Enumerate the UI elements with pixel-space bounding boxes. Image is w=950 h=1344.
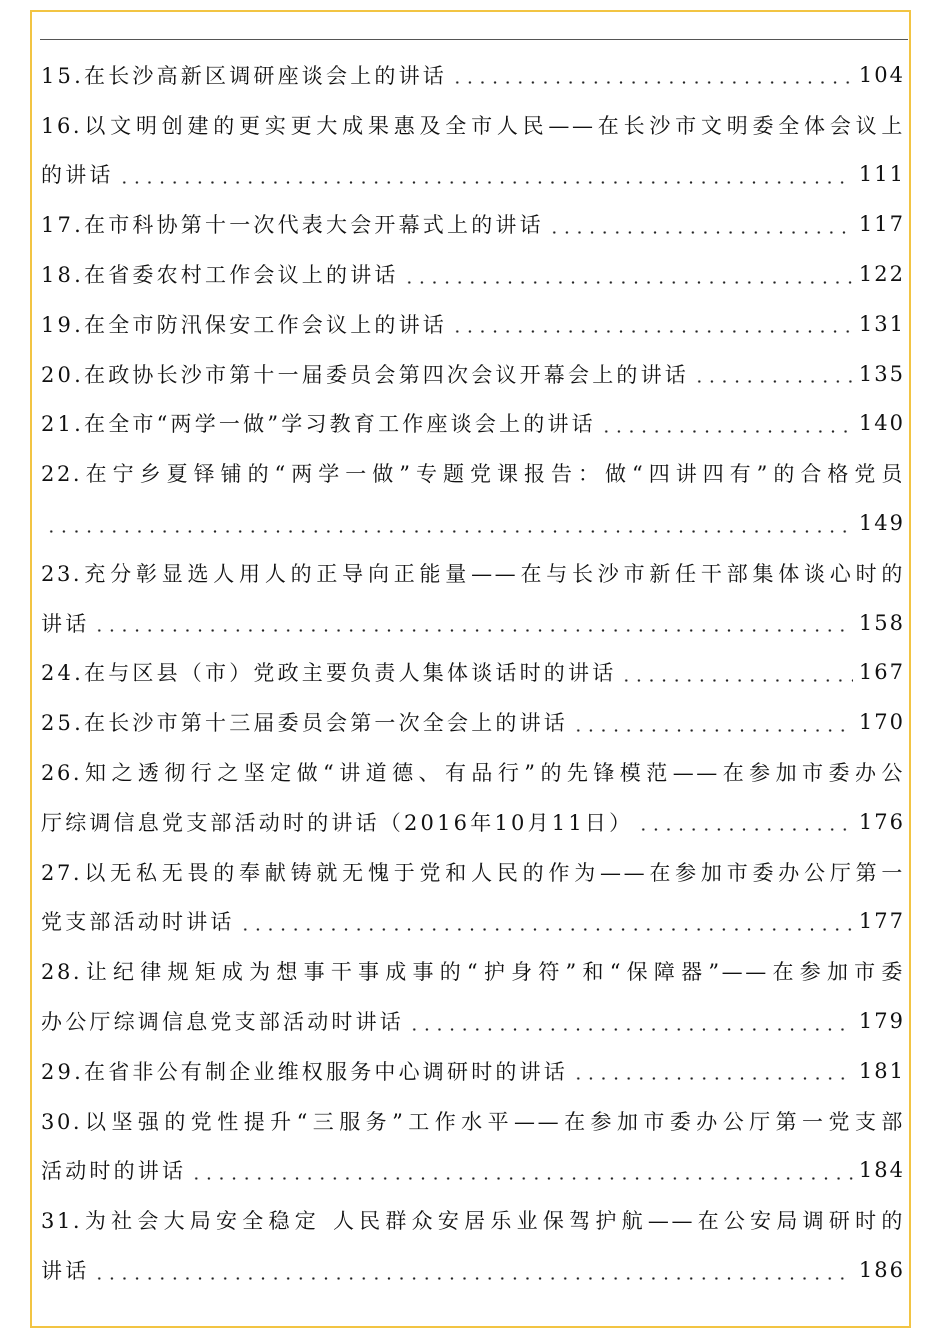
toc-entry-title: 17.在市科协第十一次代表大会开幕式上的讲话 xyxy=(41,213,544,238)
toc-entry-line xyxy=(41,50,905,100)
toc-page-number: 181 xyxy=(858,1058,905,1083)
toc-page-number: 158 xyxy=(858,610,905,635)
toc-page-number: 170 xyxy=(858,710,905,735)
toc-entry-title: 26.知之透彻行之坚定做“讲道德、有品行”的先锋模范——在参加市委办公 xyxy=(41,761,905,786)
dot-leader xyxy=(693,380,853,383)
toc-entry-line xyxy=(41,1096,905,1146)
toc-entry-line xyxy=(41,897,905,947)
dot-leader xyxy=(620,679,853,682)
toc-entry-title: 党支部活动时讲话 xyxy=(41,910,235,935)
toc-entry-title: 27.以无私无畏的奉献铸就无愧于党和人民的作为——在参加市委办公厅第一 xyxy=(41,860,905,885)
toc-entry-line xyxy=(41,946,905,996)
dot-leader xyxy=(572,1077,853,1080)
dot-leader xyxy=(403,281,853,284)
toc-page-number: 179 xyxy=(858,1009,905,1034)
toc-entry-title: 21.在全市“两学一做”学习教育工作座谈会上的讲话 xyxy=(41,412,596,437)
toc-entry-title: 22.在宁乡夏铎铺的“两学一做”专题党课报告：做“四讲四有”的合格党员 xyxy=(41,462,905,487)
toc-entry-line xyxy=(41,150,905,200)
toc-page-number: 104 xyxy=(858,62,905,87)
toc-entry-line xyxy=(41,697,905,747)
toc-page-number: 131 xyxy=(858,311,905,336)
toc-entry-title: 19.在全市防汛保安工作会议上的讲话 xyxy=(41,312,447,337)
toc-entry-title: 15.在长沙高新区调研座谈会上的讲话 xyxy=(41,63,447,88)
dot-leader xyxy=(637,828,853,831)
toc-entry-line xyxy=(41,100,905,150)
toc-entry-line xyxy=(41,648,905,698)
toc-entry-line xyxy=(41,548,905,598)
dot-leader xyxy=(572,729,853,732)
dot-leader xyxy=(93,1277,853,1280)
toc-entry-title: 的讲话 xyxy=(41,163,114,188)
toc-entry-title: 活动时的讲话 xyxy=(41,1159,187,1184)
toc-entry-title: 29.在省非公有制企业维权服务中心调研时的讲话 xyxy=(41,1059,568,1084)
toc-page-number: 186 xyxy=(858,1258,905,1283)
toc-entry-title: 24.在与区县（市）党政主要负责人集体谈话时的讲话 xyxy=(41,661,617,686)
dot-leader xyxy=(190,1177,853,1180)
header-rule xyxy=(40,39,908,40)
toc-entry-line xyxy=(41,349,905,399)
toc-entry-line xyxy=(41,498,905,548)
toc-entry-title: 办公厅综调信息党支部活动时讲话 xyxy=(41,1010,404,1035)
dot-leader xyxy=(239,928,853,931)
toc-entry-line xyxy=(41,199,905,249)
dot-leader xyxy=(93,629,853,632)
toc-page-number: 184 xyxy=(858,1158,905,1183)
toc-entry-line xyxy=(41,299,905,349)
toc-entry-title: 25.在长沙市第十三届委员会第一次全会上的讲话 xyxy=(41,711,568,736)
toc-entry-line xyxy=(41,996,905,1046)
toc-page-number: 140 xyxy=(858,411,905,436)
dot-leader xyxy=(451,330,853,333)
toc-entry-title: 28.让纪律规矩成为想事干事成事的“护身符”和“保障器”——在参加市委 xyxy=(41,960,905,985)
toc-entry-line xyxy=(41,1146,905,1196)
toc-entry-line xyxy=(41,797,905,847)
toc-entry-line xyxy=(41,399,905,449)
toc-page-number: 135 xyxy=(858,361,905,386)
toc-page-number: 177 xyxy=(858,909,905,934)
toc-entry-title: 18.在省委农村工作会议上的讲话 xyxy=(41,263,399,288)
toc-entry-title: 厅综调信息党支部活动时的讲话（2016年10月11日） xyxy=(41,810,634,835)
table-of-contents xyxy=(41,50,905,1295)
toc-entry-title: 讲话 xyxy=(41,1259,90,1284)
toc-page-number: 149 xyxy=(858,511,905,536)
toc-entry-line xyxy=(41,747,905,797)
dot-leader xyxy=(600,430,853,433)
toc-entry-line xyxy=(41,598,905,648)
dot-leader xyxy=(548,231,853,234)
toc-entry-title: 讲话 xyxy=(41,611,90,636)
dot-leader xyxy=(118,181,853,184)
toc-entry-line xyxy=(41,249,905,299)
toc-entry-title: 16.以文明创建的更实更大成果惠及全市人民——在长沙市文明委全体会议上 xyxy=(41,113,905,138)
toc-page-number: 117 xyxy=(858,212,905,237)
toc-entry-title: 23.充分彰显选人用人的正导向正能量——在与长沙市新任干部集体谈心时的 xyxy=(41,561,905,586)
toc-entry-title: 30.以坚强的党性提升“三服务”工作水平——在参加市委办公厅第一党支部 xyxy=(41,1109,905,1134)
toc-entry-title: 31.为社会大局安全稳定 人民群众安居乐业保驾护航——在公安局调研时的 xyxy=(41,1209,905,1234)
dot-leader xyxy=(451,81,853,84)
dot-leader xyxy=(408,1028,853,1031)
toc-page-number: 176 xyxy=(858,809,905,834)
toc-entry-line xyxy=(41,1195,905,1245)
toc-page-number: 111 xyxy=(858,162,905,187)
toc-entry-line xyxy=(41,1046,905,1096)
toc-entry-title: 20.在政协长沙市第十一届委员会第四次会议开幕会上的讲话 xyxy=(41,362,689,387)
toc-entry-line xyxy=(41,847,905,897)
toc-entry-line xyxy=(41,448,905,498)
toc-page-number: 122 xyxy=(858,262,905,287)
toc-page-number: 167 xyxy=(858,660,905,685)
toc-entry-line xyxy=(41,1245,905,1295)
dot-leader xyxy=(45,530,853,533)
